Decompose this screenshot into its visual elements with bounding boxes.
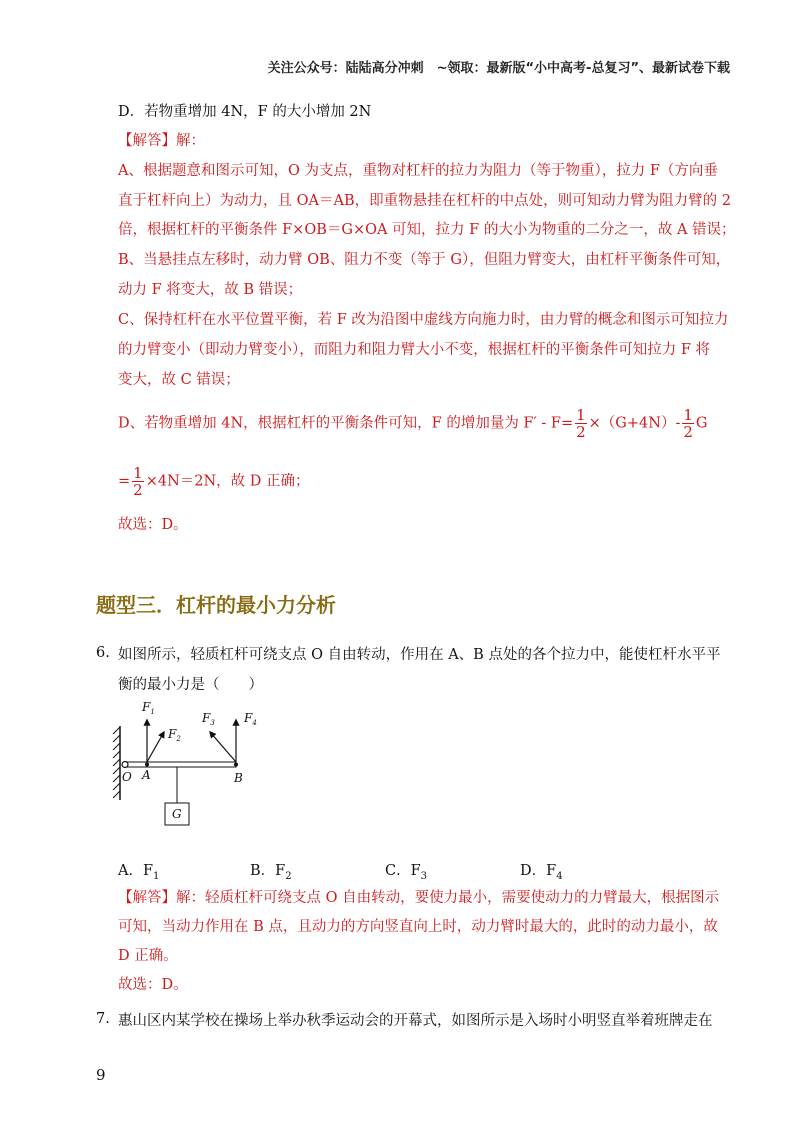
fraction-half	[575, 407, 587, 440]
label-g: G	[172, 807, 182, 821]
answer-tag: 【解答】	[118, 133, 176, 149]
answer-header	[118, 131, 205, 151]
answer-text: 解：轻质杠杆可绕支点 O 自由转动，要使力最小，需要使动力的力臂最大，根据图示	[176, 890, 720, 906]
section-title: 题型三．杠杆的最小力分析	[96, 593, 336, 617]
d-line-text: G	[695, 415, 708, 432]
answer-line-d	[118, 407, 708, 440]
answer-line: B、当悬挂点左移时，动力臂 OB、阻力不变（等于 G），但阻力臂变大，由杠杆平衡条件可知，	[118, 252, 731, 268]
choice-text: 故选：D。	[118, 517, 188, 533]
d-line-text: ×（G+4N）-	[588, 415, 681, 432]
label-a: A	[142, 768, 151, 782]
option-b: B．$F_2$	[250, 863, 292, 882]
question-stem: 衡的最小力是（ ）	[118, 677, 263, 693]
question-stem: 惠山区内某学校在操场上举办秋季运动会的开幕式，如图所示是入场时小明竖直举着班牌走在	[118, 1013, 713, 1029]
answer-line: A、根据题意和图示可知，O 为支点，重物对杠杆的拉力为阻力（等于物重），拉力 F（方向垂	[118, 163, 718, 179]
answer-line: 倍，根据杠杆的平衡条件 F×OB＝G×OA 可知，拉力 F 的大小为物重的二分之一，故 A 错误；	[118, 222, 736, 238]
d-line-text: =	[118, 473, 131, 490]
d-line-text: D、若物重增加 4N，根据杠杆的平衡条件可知，F 的增加量为 F′ - F=	[118, 415, 574, 432]
pivot-point	[122, 762, 128, 768]
q6-choice: 故选：D。	[118, 977, 188, 993]
answer-line: 动力 F 将变大，故 B 错误；	[118, 282, 303, 298]
fraction-denominator: 2	[133, 481, 143, 499]
page-number: 9	[96, 1066, 106, 1084]
answer-line: C、保持杠杆在水平位置平衡，若 F 改为沿图中虚线方向施力时，由力臂的概念和图示可知拉力	[118, 312, 729, 328]
label-f4: $F_4$	[244, 711, 257, 727]
answer-line: 直于杠杆向上）为动力，且 OA＝AB，即重物悬挂在杠杆的中点处，则可知动力臂为阻力臂的 2	[118, 193, 731, 209]
force-f3-arrow	[210, 732, 236, 762]
answer-line-d2	[118, 465, 310, 498]
d-line-text: ×4N＝2N，故 D 正确；	[145, 473, 310, 490]
q6-answer-line: 可知，当动力作用在 B 点，且动力的方向竖直向上时，动力臂时最大的，此时的动力最小，故	[118, 919, 718, 935]
point-a-dot	[145, 763, 149, 767]
lever-figure	[110, 696, 270, 836]
label-f2: $F_2$	[168, 727, 181, 743]
question-number: 7.	[96, 1011, 110, 1027]
answer-line: 的力臂变小（即动力臂变小），而阻力和阻力臂大小不变，根据杠杆的平衡条件可知拉力 F 将	[118, 342, 711, 358]
answer-lead: 解：	[176, 133, 205, 149]
fraction-half	[132, 465, 144, 498]
answer-line: 变大，故 C 错误；	[118, 372, 240, 388]
fraction-half	[682, 407, 694, 440]
label-f1: $F_1$	[142, 700, 155, 716]
option-d-text: D．若物重增加 4N，F 的大小增加 2N	[118, 104, 372, 120]
fraction-numerator: 1	[576, 406, 586, 424]
fraction-numerator: 1	[133, 464, 143, 482]
question-number: 6.	[96, 645, 110, 661]
question-stem: 如图所示，轻质杠杆可绕支点 O 自由转动，作用在 A、B 点处的各个拉力中，能使杠杆水平平	[118, 647, 721, 663]
q6-answer-line	[118, 888, 719, 908]
page-header: 关注公众号：陆陆高分冲刺 ~领取：最新版“小中高考-总复习”、最新试卷下载	[267, 61, 730, 76]
option-c: C．$F_3$	[385, 863, 428, 882]
point-b-dot	[234, 763, 238, 767]
label-o: O	[122, 770, 132, 784]
fraction-denominator: 2	[683, 423, 693, 441]
answer-tag: 【解答】	[118, 890, 176, 906]
lever-bar	[124, 762, 236, 767]
label-b: B	[234, 771, 243, 785]
fraction-numerator: 1	[683, 406, 693, 424]
option-a: A．$F_1$	[118, 863, 160, 882]
label-f3: $F_3$	[202, 711, 215, 727]
q6-answer-line: D 正确。	[118, 948, 178, 964]
wall	[113, 726, 120, 800]
fraction-denominator: 2	[576, 423, 586, 441]
force-f2-arrow	[147, 732, 164, 762]
option-d: D．$F_4$	[520, 863, 563, 882]
